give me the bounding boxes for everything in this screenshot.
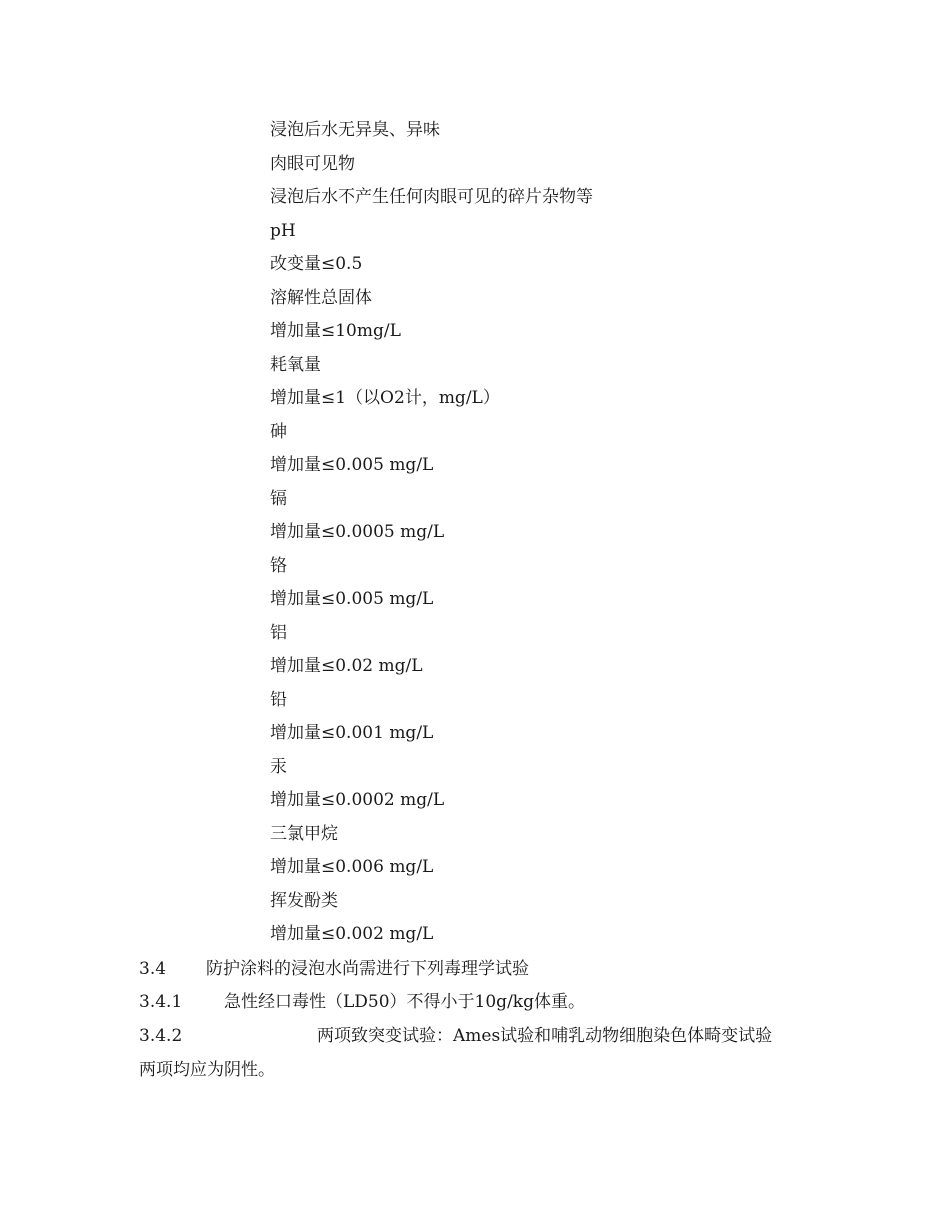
list-item: 镉 — [270, 489, 287, 509]
list-item: 增加量≤0.0005 mg/L — [270, 522, 445, 542]
list-item: 铬 — [270, 556, 287, 576]
list-item: 溶解性总固体 — [270, 288, 372, 308]
section-number: 3.4 — [139, 959, 167, 979]
list-item: 浸泡后水无异臭、异味 — [270, 120, 440, 140]
list-item: 增加量≤0.001 mg/L — [270, 723, 434, 743]
list-item: 增加量≤0.002 mg/L — [270, 924, 434, 944]
list-item: pH — [270, 221, 296, 241]
list-item: 增加量≤1（以O2计，mg/L） — [270, 388, 500, 408]
section-number: 3.4.2 — [139, 1026, 183, 1046]
list-item: 增加量≤0.006 mg/L — [270, 857, 434, 877]
list-item: 改变量≤0.5 — [270, 254, 363, 274]
list-item: 浸泡后水不产生任何肉眼可见的碎片杂物等 — [270, 187, 593, 207]
list-item: 耗氧量 — [270, 355, 321, 375]
list-item: 增加量≤0.0002 mg/L — [270, 790, 445, 810]
list-item: 铅 — [270, 690, 287, 710]
list-item: 砷 — [270, 422, 287, 442]
list-item: 肉眼可见物 — [270, 154, 355, 174]
list-item: 铝 — [270, 623, 287, 643]
list-item: 增加量≤0.02 mg/L — [270, 656, 423, 676]
section-text: 急性经口毒性（LD50）不得小于10g/kg体重。 — [224, 992, 585, 1012]
section-number: 3.4.1 — [139, 992, 183, 1012]
section-text-continuation: 两项均应为阴性。 — [139, 1060, 275, 1080]
list-item: 增加量≤0.005 mg/L — [270, 455, 434, 475]
section-text: 两项致突变试验：Ames试验和哺乳动物细胞染色体畸变试验 — [317, 1026, 773, 1046]
list-item: 挥发酚类 — [270, 891, 338, 911]
list-item: 增加量≤10mg/L — [270, 321, 401, 341]
list-item: 汞 — [270, 757, 287, 777]
list-item: 三氯甲烷 — [270, 824, 338, 844]
section-heading: 防护涂料的浸泡水尚需进行下列毒理学试验 — [206, 959, 529, 979]
list-item: 增加量≤0.005 mg/L — [270, 589, 434, 609]
